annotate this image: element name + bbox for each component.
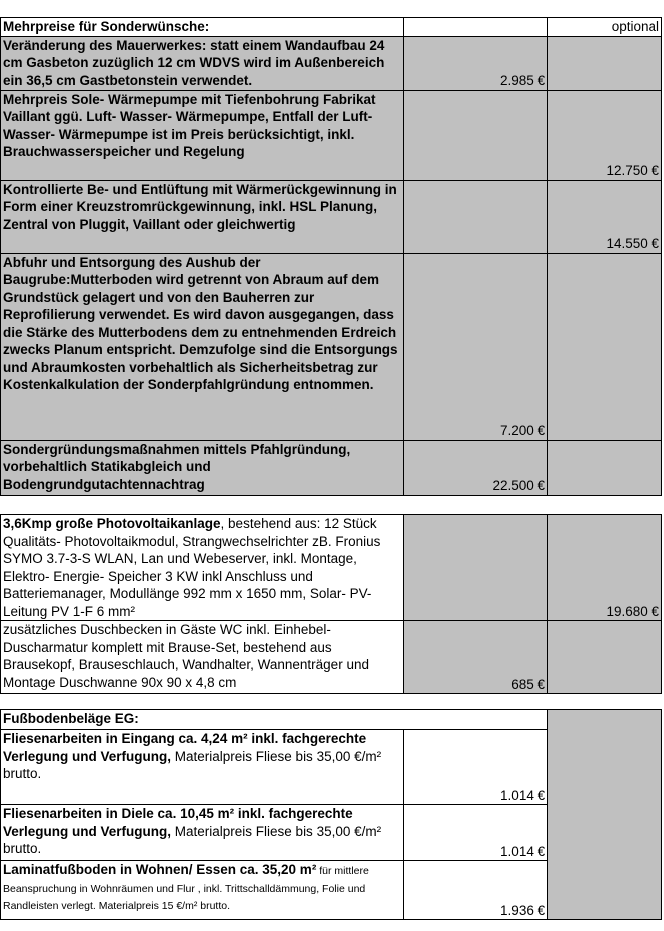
item-optional-price: 14.550 €	[548, 180, 662, 253]
item-price: 1.014 €	[403, 730, 547, 805]
item-price: 22.500 €	[403, 440, 547, 495]
item-text: Materialpreis Fliese bis 35,00 €/m² brutto.	[3, 823, 382, 856]
item-title: Fliesenarbeiten in Eingang ca. 4,24 m² inkl. fachgerechte Verlegung und Verfugung,	[3, 731, 367, 764]
table-row	[1, 180, 662, 253]
table-row	[1, 253, 662, 440]
optional-header: optional	[548, 18, 662, 37]
item-description: Kontrollierte Be- und Entlüftung mit Wärmerückgewinnung in Form einer Kreuzstromrückgewinnung, inkl. HSL Planung, Zentral von Pluggit, Vaillant oder gleichwertig	[1, 180, 404, 253]
item-optional-price	[548, 440, 662, 495]
table-row	[1, 440, 662, 495]
item-description: Abfuhr und Entsorgung des Aushub der Baugrube:Mutterboden wird getrennt von Abraum auf dem Grundstück gelagert und von den Bauherren zur Reprofilierung verwendet. Es wird davon ausgegangen, dass die Stärke des Mutterbodens dem zu entnehmenden Erdreich zwecks Planum entspricht. Demzufolge sind die Entsorgungs und Abraumkosten vorbehaltlich als Sicherheitsbetrag zur Kostenkalkulation der Sonderpfahlgründung entnommen.	[1, 253, 404, 440]
table-row	[1, 621, 662, 694]
optional-column	[548, 710, 662, 920]
table-header-row	[1, 18, 662, 37]
item-optional-price	[548, 621, 662, 694]
item-description: Sondergründungsmaßnahmen mittels Pfahlgründung, vorbehaltlich Statikabgleich und Bodengrundgutachtennachtrag	[1, 440, 404, 495]
item-price	[403, 515, 547, 621]
table-row	[1, 515, 662, 621]
item-description	[1, 861, 404, 920]
item-title: Laminatfußboden in Wohnen/ Essen ca. 35,20 m²	[3, 862, 317, 877]
item-text: zusätzliches Duschbecken in Gäste WC inkl. Einhebel-Duscharmatur komplett mit Brause-Set, bestehend aus Brausekopf, Brauseschlauch, Wandhalter, Wannenträger und Montage Duschwanne 90x 90 x 4,8 cm	[3, 622, 369, 690]
item-description	[1, 805, 404, 861]
item-description: Veränderung des Mauerwerkes: statt einem Wandaufbau 24 cm Gasbeton zuzüglich 12 cm WDVS wird im Außenbereich ein 36,5 cm Gastbetonstein verwendet.	[1, 36, 404, 90]
table-extras	[0, 514, 662, 694]
item-price	[403, 90, 547, 180]
item-title: Fliesenarbeiten in Diele ca. 10,45 m² inkl. fachgerechte Verlegung und Verfugung,	[3, 806, 353, 839]
item-description	[1, 730, 404, 805]
item-optional-price: 19.680 €	[548, 515, 662, 621]
section-title: Fußbodenbeläge EG:	[1, 710, 548, 730]
item-optional-price	[548, 253, 662, 440]
price-header-cell	[403, 18, 547, 37]
item-text: , bestehend aus: 12 Stück Qualitäts- Photovoltaikmodul, Strangwechselrichter zB. Fronius SYMO 3.7-3-S WLAN, Lan und Webeserver, inkl. Montage, Elektro- Energie- Speicher 3 KW inkl Anschluss und Batteriemanager, Modullänge 992 mm x 1650 mm, Solar- PV-Leitung PV 1-F 6 mm²	[3, 516, 381, 619]
item-optional-price	[548, 36, 662, 90]
item-price: 2.985 €	[403, 36, 547, 90]
table-row	[1, 90, 662, 180]
table-row	[1, 36, 662, 90]
item-price	[403, 180, 547, 253]
item-description: Mehrpreis Sole- Wärmepumpe mit Tiefenbohrung Fabrikat Vaillant ggü. Luft- Wasser- Wärmepumpe, Entfall der Luft-Wasser- Wärmepumpe ist im Preis berücksichtigt, inkl. Brauchwasserspeicher und Regelung	[1, 90, 404, 180]
item-price: 1.014 €	[403, 805, 547, 861]
item-price: 1.936 €	[403, 861, 547, 920]
table-sonderwuensche	[0, 17, 662, 496]
item-text: für mittlere Beanspruchung in Wohnräumen und Flur , inkl. Trittschalldämmung, Folie und Randleisten verlegt. Materialpreis 15 €/m² brutto.	[3, 865, 369, 912]
table-bodenbelaege	[0, 709, 662, 920]
item-title: 3,6Kmp große Photovoltaikanlage	[3, 516, 221, 531]
item-price: 685 €	[403, 621, 547, 694]
table-header-row	[1, 710, 662, 730]
item-text: Materialpreis Fliese bis 35,00 €/m² brutto.	[3, 748, 382, 781]
item-description	[1, 515, 404, 621]
item-price: 7.200 €	[403, 253, 547, 440]
section-title: Mehrpreise für Sonderwünsche:	[1, 18, 404, 37]
item-optional-price: 12.750 €	[548, 90, 662, 180]
item-description	[1, 621, 404, 694]
